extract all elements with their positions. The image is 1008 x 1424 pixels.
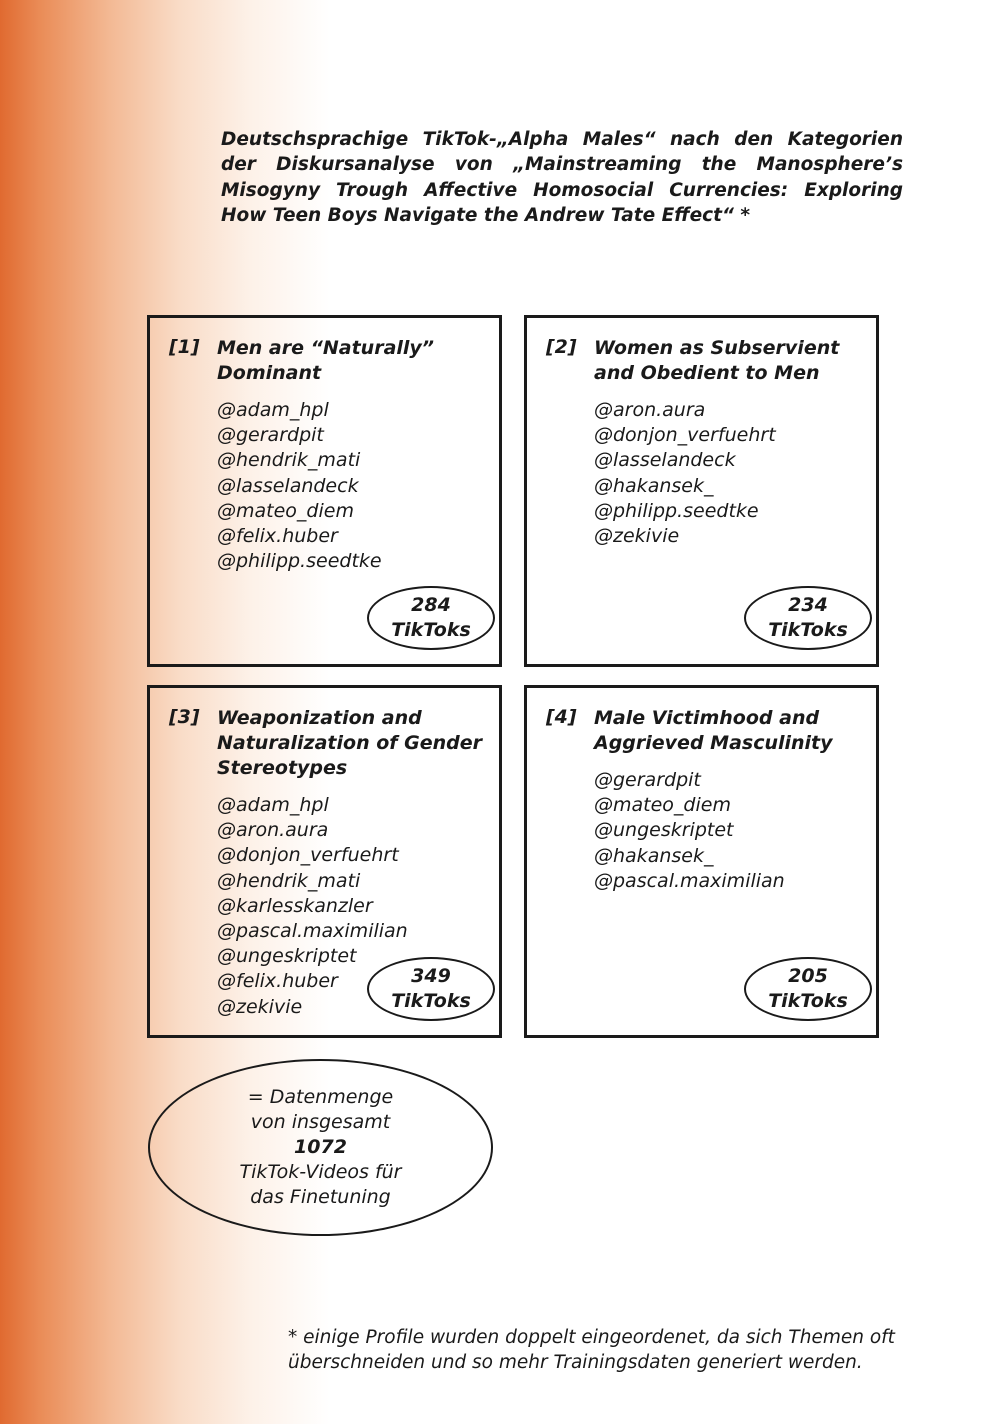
category-number: [1] — [169, 336, 200, 358]
category-title: Weaponization and Naturalization of Gender Stereotypes — [217, 707, 483, 779]
handle-item: @gerardpit — [217, 424, 324, 447]
count-value: 349 — [411, 965, 451, 987]
category-title: Male Victimhood and Aggrieved Masculinity — [594, 707, 833, 754]
category-number: [4] — [546, 706, 577, 728]
handle-item: @ungeskriptet — [594, 819, 734, 842]
category-number: [2] — [546, 336, 577, 358]
count-unit: TikToks — [391, 619, 471, 641]
handle-list — [594, 398, 776, 549]
total-summary-ellipse — [148, 1059, 493, 1236]
handle-item: @hendrik_mati — [217, 449, 361, 472]
handle-item: @gerardpit — [594, 769, 701, 791]
category-box-4 — [524, 685, 879, 1038]
handle-item: @aron.aura — [217, 819, 329, 842]
total-value: 1072 — [294, 1136, 347, 1158]
handle-item: @mateo_diem — [594, 794, 731, 817]
category-title: Women as Subservient and Obedient to Men — [594, 337, 840, 384]
count-value: 234 — [788, 594, 828, 616]
handle-item: @karlesskanzler — [217, 894, 373, 917]
handle-item: @donjon_verfuehrt — [594, 424, 776, 447]
handle-item: @zekivie — [594, 525, 680, 548]
handle-item: @pascal.maximilian — [217, 920, 408, 943]
category-title: Men are “Naturally” Dominant — [217, 337, 435, 384]
handle-item: @felix.huber — [217, 525, 338, 548]
count-value: 205 — [788, 965, 828, 987]
handle-item: @lasselandeck — [594, 449, 736, 472]
count-value: 284 — [411, 594, 451, 616]
intro-text: Deutschsprachige TikTok-„Alpha Males“ nach den Kategorien der Diskursanalyse von „Mainstreaming the Manosphere’s Misogyny Trough Affective Homosocial Currencies: Exploring How Teen Boys Navigate the Andrew Tate Effect“ * — [221, 128, 903, 226]
handle-item: @lasselandeck — [217, 474, 359, 497]
count-badge — [744, 957, 872, 1021]
total-line: = Datenmenge — [247, 1086, 394, 1108]
handle-item: @hendrik_mati — [217, 869, 361, 892]
handle-item: @ungeskriptet — [217, 945, 357, 968]
handle-list — [217, 398, 382, 574]
total-line: TikTok-Videos für — [239, 1161, 402, 1183]
category-number: [3] — [169, 706, 200, 728]
handle-item: @felix.huber — [217, 970, 338, 993]
category-box-3 — [147, 685, 502, 1038]
count-badge — [367, 957, 495, 1021]
handle-item: @zekivie — [217, 995, 303, 1018]
handle-item: @philipp.seedtke — [594, 499, 759, 522]
handle-item: @hakansek_ — [594, 844, 714, 867]
category-box-1 — [147, 315, 502, 667]
count-unit: TikToks — [391, 990, 471, 1012]
count-badge — [744, 586, 872, 650]
category-box-2 — [524, 315, 879, 667]
footnote: * einige Profile wurden doppelt eingeordenet, da sich Themen oft überschneiden und so mehr Trainingsdaten generiert werden. — [288, 1326, 895, 1373]
handle-item: @aron.aura — [594, 399, 706, 421]
handle-item: @hakansek_ — [594, 474, 714, 497]
count-unit: TikToks — [768, 619, 848, 641]
handle-item: @pascal.maximilian — [594, 869, 785, 892]
total-line: das Finetuning — [250, 1186, 391, 1208]
count-badge — [367, 586, 495, 650]
handle-item: @mateo_diem — [217, 499, 354, 522]
handle-item: @adam_hpl — [217, 794, 329, 816]
handle-item: @donjon_verfuehrt — [217, 844, 399, 867]
handle-item: @adam_hpl — [217, 399, 329, 421]
handle-item: @philipp.seedtke — [217, 550, 382, 573]
count-unit: TikToks — [768, 990, 848, 1012]
total-line: von insgesamt — [250, 1111, 391, 1133]
handle-list — [594, 768, 785, 894]
